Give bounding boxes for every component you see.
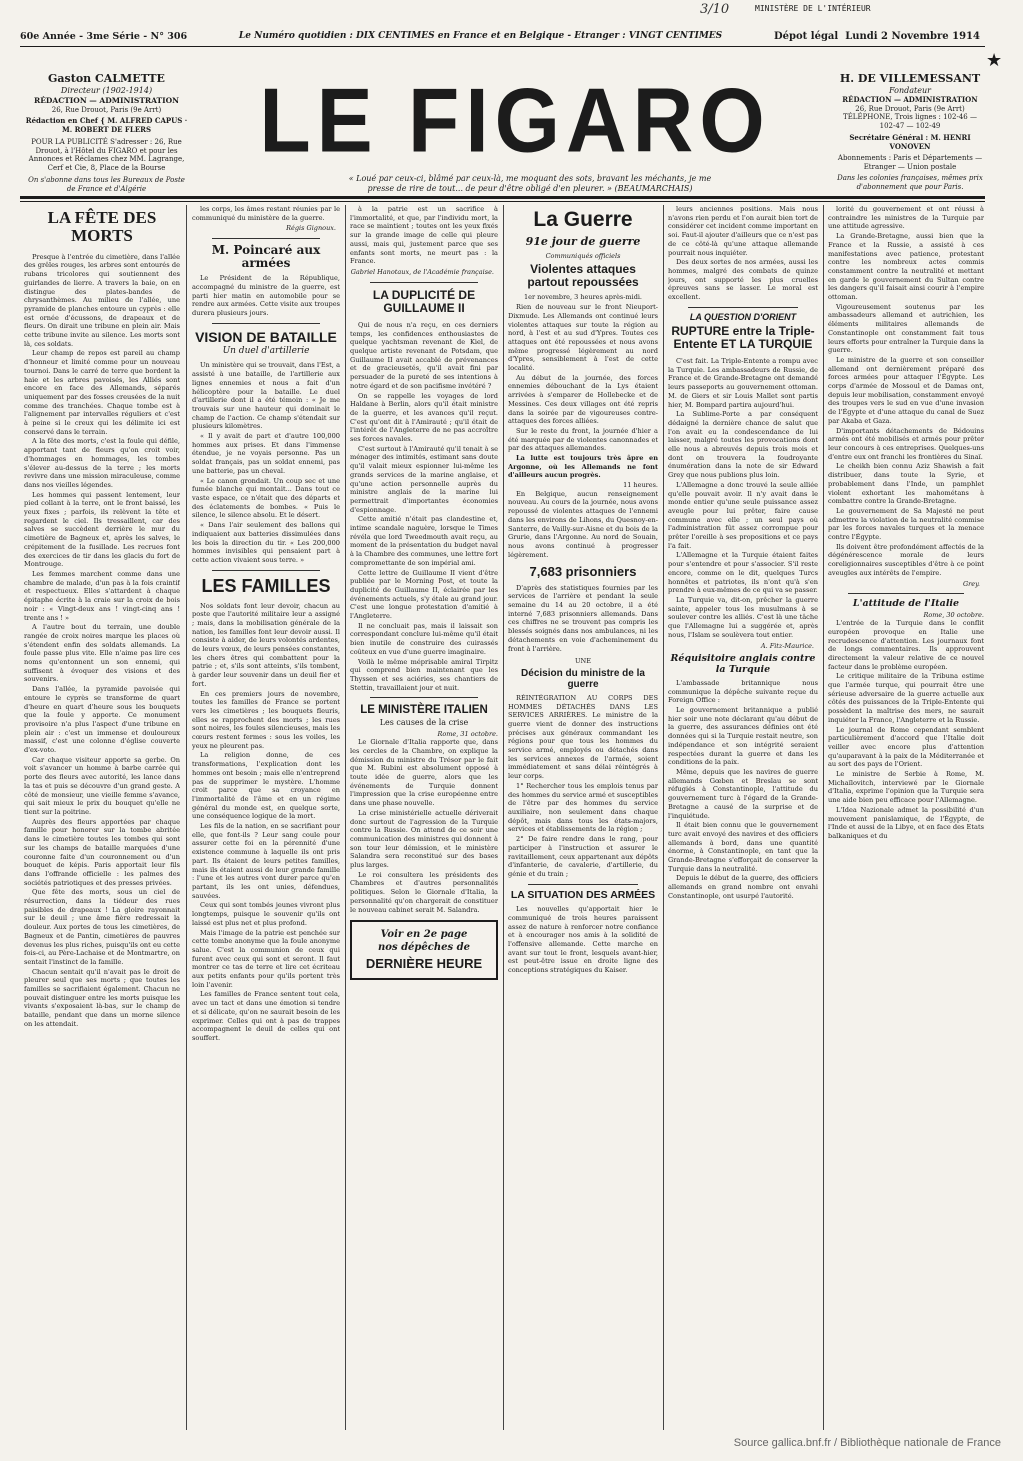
section-heading: L'attitude de l'Italie <box>852 598 960 610</box>
column-4 <box>508 205 658 1430</box>
section-label: LA QUESTION D'ORIENT <box>689 311 797 322</box>
paragraph: L'ambassade britannique nous communique la dépêche suivante reçue du Foreign Office : <box>668 678 818 705</box>
paragraph: Mais l'image de la patrie est penchée sur cette tombe anonyme que la foule anonyme salue. C'est la communion de ceux qui furent avec ceux qui sont et seront. Il faut montrer ce tas de terre et lire cet écriteau aux petits enfants pour qu'ils portent très loin l'avenir. <box>192 928 340 989</box>
box-line: Voir en 2e page <box>380 929 468 941</box>
paragraph: Qui de nous n'a reçu, en ces derniers temps, les confidences enthousiastes de quelque yachtsman revenant de Kiel, de quelque artiste revenant de Potsdam, que Guillaume II avait accablé de prévenances et de gracieusetés, qu'il avait fini par persuader de la pureté de ses intentions à notre égard et de son pacifisme invétéré ? <box>350 320 498 390</box>
signature: Gabriel Hanotaux, de l'Académie française. <box>350 267 494 276</box>
column-6 <box>828 205 984 1430</box>
dateline: Rome, 31 octobre. <box>437 729 498 738</box>
box-line: DERNIÈRE HEURE <box>365 955 483 971</box>
issue-date: Lundi 2 Novembre 1914 <box>845 30 980 42</box>
redaction-label: RÉDACTION — ADMINISTRATION <box>33 95 180 105</box>
paragraph: Au début de la journée, des forces ennemies débouchant de la Lys étaient arrivées à s'emparer de Hollebecke et de Messines. Ces deux villages ont été repris dans la soirée par de vigoureuses contre-attaques des forces alliées. <box>508 373 658 426</box>
paragraph: On se rappelle les voyages de lord Haldane à Berlin, alors qu'il était ministre de la guerre, et les avances qu'il reçut. C'est qu'ont dit à l'Amirauté ; qu'il était de l'intérêt de l'Angleterre de ne pas accroître ses forces navales. <box>350 391 498 444</box>
ministry-stamp: MINISTÈRE DE L'INTÉRIEUR <box>755 4 871 13</box>
paragraph: L'Allemagne a donc trouvé la seule alliée qu'elle pouvait avoir. Il n'y avait dans le monde entier qu'une seule puissance assez aveugle pour lui prêter, faire cause commune avec elle ; un seul pays où l'administration fût assez corrompue pour prêter l'oreille à ses propositions et ce pays l'a fait. <box>668 480 818 550</box>
separator <box>212 238 320 239</box>
paragraph: « Le canon grondait. Un coup sec et une fumée blanche qui montait... Dans tout ce vaste espace, ce n'était que des départs et des éclatements de bombes. « Puis le silence, le silence absolu. Et le désert. <box>192 476 340 520</box>
paragraph: Les familles de France sentent tout cela, avec un tact et dans une émotion si tendre et si délicate, qu'on ne saurait besoin de les exprimer. Celles qui ont à pas de trappes accompagnent le deuil de celles qui ont souffert. <box>192 990 340 1042</box>
paragraph: Les nouvelles qu'apportait hier le communiqué de trois heures paraissent assez de nature à renforcer notre confiance et à encourager nos amis à la solidité de l'offensive allemande. Cette marche en avant sur tout le front, lesquels avant-hier, est peut-être issue en droite ligne des conceptions stratégiques du Kaiser. <box>508 905 658 975</box>
publicity-info: POUR LA PUBLICITÉ S'adresser : 26, Rue Drouot, à l'Hôtel du FIGARO et pour les Annonces et Réclames chez MM. Lagrange, Cerf et Cie, 8, Place de la Bourse <box>28 137 185 172</box>
article-subtitle: Les causes de la crise <box>379 718 469 728</box>
paragraph: RÉINTÉGRATION AU CORPS DES HOMMES DÉTACHÉS DANS LES SERVICES ARRIÈRES. Le ministre de la guerre vient de donner des instructions précises aux généraux commandant les régions pour que tous les hommes du service armé, employés ou détachés dans les services annexes de l'armée, soient immédiatement et sans délai réintégrés à leur corps. <box>508 693 658 781</box>
column-rule <box>503 205 504 1430</box>
paragraph: Des deux sortes de nos armées, aussi les hommes, malgré des combats de quinze jours, ont supporté les plus cruelles épreuves sans se lasser. Le moral est excellent. <box>668 258 818 302</box>
paragraph: Que fête des morts, sous un ciel de résurrection, dans la tiédeur des rues paisibles de drapeaux ! La gloire rayonnait sur le deuil ; une âme fière redressait la douleur. Aux portes de tous les cimetières, de Bagneux et de Pantin, cimetières de pauvres devenus les plus riches, puisqu'ils ont eu cette fois-ci, au Père-Lachaise et de Montmartre, on sentait l'instinct de la famille. <box>24 888 180 966</box>
separator <box>848 593 964 594</box>
section-heading: Décision du ministre de la guerre <box>521 667 645 690</box>
paragraph: Le ministre de Serbie à Rome, M. Michaïlovitch, interviewé par le Giornale d'Italia, exprime l'opinion que la Turquie sera une aide bien peu efficace pour l'Allemagne. <box>828 770 984 805</box>
column-1 <box>24 205 180 1430</box>
separator <box>370 282 478 283</box>
redaction-label: RÉDACTION — ADMINISTRATION <box>842 94 978 104</box>
article-title: LE MINISTÈRE ITALIEN <box>360 704 488 717</box>
article-subtitle: Un duel d'artillerie <box>222 345 310 356</box>
article-title: M. Poincaré aux armées <box>211 242 321 271</box>
last-hour-box <box>350 920 498 980</box>
paragraph: « Il y avait de part et d'autre 100,000 hommes aux prises. Et dans l'immense étendue, je ne voyais personne. Pas un soldat français, pas un soldat ennemi, pas une batterie, pas un cheval. <box>192 432 340 475</box>
section-heading: Violentes attaques partout repoussées <box>527 262 639 290</box>
column-rule <box>663 205 664 1430</box>
separator <box>370 697 478 698</box>
article-title: LA FÊTE DES MORTS <box>47 208 157 245</box>
paragraph: à la patrie est un sacrifice à l'immortalité, et que, par l'individu mort, la race se maintient ; toutes ont les yeux fixés sur la grande image de celle qui pleure aussi, mais qui, justement parce que ses enfants sont morts, ne meurt pas : la France. <box>350 205 498 266</box>
paragraph: Les fils de la nation, en se sacrifiant pour elle, que font-ils ? Leur sang coule pour assurer cette foi en la pérennité d'une existence commune à laquelle ils ont pris part. Ils étaient de leurs petites familles, mais ils étaient aussi de leur grande famille : l'une et les autres vont durer parce qu'en partant, ils les ont unies, défendues, sauvées. <box>192 822 340 900</box>
paragraph: D'importants détachements de Bédouins armés ont été mobilisés et armés pour prêter leur concours à ces entreprises. Quelques-uns d'entre eux ont franchi les frontières du Sinaï. <box>828 426 984 461</box>
paragraph: Car chaque visiteur apporte sa gerbe. On voit s'avancer un homme à barbe carrée qui porte des fleurs avec autorité, les lance dans la tas et puis se découvre d'un grand geste. A côté de monsieur, une vieille femme s'avance, qui sait mieux le prix du bouquet qu'elle ne tient sur la poitrine. <box>24 755 180 816</box>
paragraph: A la fête des morts, c'est la foule qui défile, apportant tant de fleurs qu'on croit voir, d'hommages en hommages, les tombes s'élever au-dessus de la terre ; les morts revivre dans une mission miraculeuse, comme dans nos vieilles légendes. <box>24 437 180 489</box>
paragraph: les corps, les âmes restant réunies par le communiqué du ministère de la guerre. <box>192 205 340 222</box>
paragraph: Dans l'allée, la pyramide pavoisée qui entoure le cyprès se transforme de quart d'heure en quart d'heure sous les bouquets que la foule y apporte. Ce monument provisoire n'a plus l'aspect d'une tribune en plein air : c'est un immense et douloureux massif, c'est une colonne d'église couverte d'ex-voto. <box>24 685 180 755</box>
column-3 <box>350 205 498 1430</box>
date-line <box>774 31 980 42</box>
masthead-rule-thin <box>20 201 985 202</box>
paragraph: Même, depuis que les navires de guerre allemands Gœben et Breslau se sont réfugiés à Constantinople, l'attitude du gouvernement turc à l'égard de la Grande-Bretagne a causé de la surprise et de l'inquiétude. <box>668 767 818 820</box>
separator <box>528 884 638 885</box>
paragraph: L'Idea Nazionale admet la possibilité d'un mouvement panislamique, de l'Égypte, de l'Inde et aussi de la Libye, et en face des Etats balkaniques et du <box>828 805 984 840</box>
article-title: VISION DE BATAILLE <box>195 328 337 345</box>
paragraph: Il était bien connu que le gouvernement turc avait envoyé des navires et des officiers allemands à bord, dans une quantité énorme, à Constantinople, en tant que la Grande-Bretagne s'efforçait de conserver la Turquie dans la neutralité. <box>668 821 818 873</box>
paragraph: La crise ministérielle actuelle dériverait donc surtout de l'agression de la Turquie contre la Russie. On attend de ce soir une communication des ministres qui donnent à son tour leur démission, et le ministère Salandra sera reconstitué sur des bases plus larges. <box>350 808 498 870</box>
address: 26, Rue Drouot, Paris (9e Arrt) <box>51 105 162 114</box>
masthead-left <box>24 72 189 193</box>
paragraph: Chacun sentait qu'il n'avait pas le droit de pleurer seul que ses morts ; que toutes les familles se sacrifiaient également. Chacun ne pouvait distinguer entre les morts puisque les vivants s'exposaient là-bas, sur le champ de bataille, pendant que dans un morne silence on les attendait. <box>24 967 180 1028</box>
subscribe-info: On s'abonne dans tous les Bureaux de Poste de France et d'Algérie <box>28 175 185 193</box>
paragraph: C'est surtout à l'Amirauté qu'il tenait à se ménager des intimités, estimant sans doute qu'il valait mieux espionner lui-même les grands services de la marine anglaise, et qu'une action personnelle auprès du ministre anglais de la marine lui permettrait d'importantes économies d'espionnage. <box>350 444 498 514</box>
paragraph: Un ministère qui se trouvait, dans l'Est, a assisté à une bataille, de l'artillerie aux lignes ennemies et nous a fait d'un hélicoptère pour la bataille. Le duel d'artillerie dont il a été témoin : « Je me trouvais sur une hauteur qui dominait le champ de l'action. Ce champ s'étendait sur plusieurs kilomètres. <box>192 361 340 431</box>
paragraph: Rien de nouveau sur le front Nieuport-Dixmude. Les Allemands ont continué leurs violentes attaques sur toute la région au nord, à l'est et au sud d'Ypres. Toutes ces attaques ont été repoussées et nous avons même progressé légèrement au nord d'Ypres, sensiblement à l'est de cette localité. <box>508 303 658 373</box>
section-heading: Réquisitoire anglais contre la Turquie <box>670 653 816 675</box>
une-label: UNE <box>575 657 591 666</box>
paragraph: Depuis le début de la guerre, des officiers allemands en grand nombre ont envahi Constantinople, ont usurpé l'autorité. <box>668 874 818 900</box>
article-title: LES FAMILLES <box>201 575 331 596</box>
paragraph: La lutte est toujours très âpre en Argonne, où les Allemands ne font d'ailleurs aucun progrès. <box>508 454 658 480</box>
paragraph: C'est fait. La Triple-Entente a rompu avec la Turquie. Les ambassadeurs de Russie, de France et de Grande-Bretagne ont demandé leurs passeports au gouvernement ottoman. M. de Giers et sir Louis Mallet sont partis hier, M. Bompard partira aujourd'hui. <box>668 357 818 409</box>
top-rule <box>20 46 985 47</box>
founder-title: Directeur (1902-1914) <box>60 85 153 95</box>
dateline: Rome, 30 octobre. <box>923 610 984 619</box>
timestamp: 1er novembre, 3 heures après-midi. <box>523 292 643 301</box>
paragraph: Le cheikh bien connu Aziz Shawish a fait distribuer, dans toute la Syrie, et probablement dans l'Inde, un pamphlet violent exhortant les mahométans à combattre contre la Grande-Bretagne. <box>828 462 984 506</box>
secretary: Secrétaire Général : M. HENRI VONOVEN <box>849 132 971 151</box>
paragraph: Presque à l'entrée du cimetière, dans l'allée des grêles rouges, les arbres sont entourés de rubans tricolores qui soutiennent des guirlandes de lierre. A travers la baie, on en distingue des plates-bandes de chrysanthèmes. Au milieu de l'allée, une pyramide de planches entoure un cyprès : elle est ornée d'écussons, de drapeaux et de fleurs. On dirait une tribune en plein air. Mais cette tribune invite au silence. Les morts sont là, ces soldats. <box>24 252 180 348</box>
section-heading: LA SITUATION DES ARMÉES <box>510 888 656 901</box>
price-line: Le Numéro quotidien : DIX CENTIMES en France et en Belgique - Etranger : VINGT CENTIMES <box>238 31 723 41</box>
paragraph: L'Allemagne et la Turquie étaient faites pour s'entendre et pour s'associer. S'il reste encore, comme on le dit, quelques Turcs honnêtes et patriotes, ils n'ont qu'à s'en prendre à eux-mêmes de ce qui va se passer. <box>668 551 818 595</box>
separator <box>212 323 320 324</box>
founder-name: Gaston CALMETTE <box>48 72 165 85</box>
paragraph: « Dans l'air seulement des ballons qui indiquaient aux batteries dissimulées dans les bois la direction du tir. « Les 200,000 hommes invisibles qui pensaient part à cette action vivaient sous terre. » <box>192 521 340 564</box>
paragraph: 2° De faire rendre dans le rang, pour participer à l'instruction et assurer le ravitaillement, ceux appartenant aux dépôts d'infanterie, de cavalerie, d'artillerie, du génie et du train ; <box>508 835 658 878</box>
paragraph: A l'autre bout du terrain, une double rangée de croix noires marque les places où s'étendent enfin des soldats allemands. La foule passe plus vite. Elle n'aime pas lire ces noms qu'entonnent un son ennemi, qui suffisent à évoquer des visions et des souvenirs. <box>24 623 180 684</box>
paragraph: La Sublime-Porte a par conséquent dédaigné la dernière chance de salut que l'on avait eu la condescendance de lui laisser, malgré toutes les provocations dont elle nous a abreuvés depuis trois mois et dont on trouvera la foudroyante énumération dans la note de sir Edward Grey que nous publions plus loin. <box>668 410 818 480</box>
chief-editors: Rédaction en Chef { M. ALFRED CAPUS · M. ROBERT DE FLERS <box>25 116 188 134</box>
paragraph: Cette amitié n'était pas clandestine et, intime scandale naguère, lorsque le Times révéla que lord Tweedmouth avait reçu, au moment de la présentation du budget naval à la Chambre des communes, une lettre fort compromettante de son impérial ami. <box>350 515 498 567</box>
column-rule <box>823 205 824 1430</box>
motto: « Loué par ceux-ci, blâmé par ceux-là, me moquant des sots, bravant les méchants, je me presse de rire de tout... de peur d'être obligé d'en pleurer. » (BEAUMARCHAIS) <box>348 174 712 194</box>
paragraph: Le journal de Rome cependant semblent particulièrement d'accord que l'Italie doit veiller avec encore plus d'attention qu'auparavant à la paix de la Méditerranée et au sort des pays de l'Orient. <box>828 725 984 769</box>
handwritten-note: 3/10 <box>700 2 730 17</box>
paragraph: La Turquie va, dit-on, prêcher la guerre sainte, appeler tous les musulmans à se soulever contre les alliés. C'est là une tâche que l'Allemagne lui a suggérée et, après nous, l'Islam se soulèvera tout entier. <box>668 595 818 639</box>
paragraph: Voilà le même méprisable amiral Tirpitz qui comprend bien maintenant que les Thyssen et ses aciéries, ses chantiers de Stettin, travaillaient jour et nuit. <box>350 657 498 692</box>
column-rule <box>345 205 346 1430</box>
founder-title: Fondateur <box>889 85 931 95</box>
paragraph: Le Président de la République, accompagné du ministre de la guerre, est parti hier matin en automobile pour se rendre aux armées. Cette visite aux troupes durera plusieurs jours. <box>192 274 340 318</box>
newspaper-logo: LE FIGARO <box>259 69 771 171</box>
communiques-label: Communiqués officiels <box>545 251 621 260</box>
depot-legal: Dépot légal <box>773 30 839 42</box>
paragraph: En Belgique, aucun renseignement nouveau. Au cours de la journée, nous avons repoussé de violentes attaques de l'ennemi dans les environs de Lihons, du Quesnoy-en-Santerre, de Vailly-sur-Aisne et du bois de la Grurie, dans l'Argonne. Au nord de Souain, nous avons continué à progresser légèrement. <box>508 489 658 559</box>
signature: A. Fitz-Maurice. <box>760 641 814 650</box>
edition-number: 60e Année - 3me Série - N° 306 <box>20 30 188 42</box>
paragraph: Le gouvernement de Sa Majesté ne peut admettre la violation de la neutralité commise par les forces navales turques et la menace contre l'Égypte. <box>828 506 984 542</box>
paragraph: leurs anciennes positions. Mais nous n'avons rien perdu et l'on aurait bien tort de considérer cet incident comme important en soi. Faut-il ajouter d'ailleurs que ce n'est pas de ce côté-là qu'une attaque allemande pourrait nous inquiéter. <box>668 205 818 257</box>
paragraph: En ces premiers jours de novembre, toutes les familles de France se portent vers les cimetières ; les bouquets fleuris, elles se rapprochent des morts ; les rues sont noires, les foules silencieuses, mais les cœurs restent fermes : sous les voiles, les yeux ne pleurent pas. <box>192 689 340 750</box>
paragraph: Le critique militaire de la Tribuna estime que l'armée turque, qui pourrait être une sérieuse adversaire de la guerre actuelle aux côtés des puissances de la Triple-Entente qui possèdent la maîtrise des mers, ne saurait inquiéter la France, l'Angleterre et la Russie. <box>828 672 984 724</box>
signature: Régis Gignoux. <box>286 224 336 233</box>
top-info-line <box>20 28 980 44</box>
paragraph: Leur champ de repos est pareil au champ d'honneur et limité comme pour un nouveau tournoi. Dans le carré de terre que bordent la haie et les arbres pavoisés, les Alliés sont encore en face des Allemands, séparés uniquement par des fosses creusées de la nuit comme des tranchées. Chaque tombe est à l'alignement par intervalles réguliers et c'est à peine si le creux qui les délimite ici est conservé dans le terrain. <box>24 349 180 436</box>
colonies-note: Dans les colonies françaises, mêmes prix d'abonnement que pour Paris. <box>837 173 983 191</box>
paragraph: Le gouvernement britannique a publié hier soir une note déclarant qu'au début de la guerre, des assurances définies ont été données qui si la Turquie restait neutre, son indépendance et son intégrité seraient respectées durant la guerre et dans les conditions de la paix. <box>668 706 818 767</box>
paragraph: Ils doivent être profondément affectés de la dégénérescence morale de leurs coreligionnaires susceptibles d'être à ce point aveugles aux intérêts de l'empire. <box>828 542 984 577</box>
separator <box>688 307 798 308</box>
section-heading: 7,683 prisonniers <box>529 564 637 580</box>
paragraph: Nos soldats font leur devoir, chacun au poste que l'autorité militaire leur a assigné ; mais, dans la mobilisation générale de la nation, les familles font leur devoir aussi. Il consiste à aider, de leurs volontés ardentes, de leurs vœux, de leurs pensées constantes, les chers êtres qui combattent pour la patrie ; et, s'ils sont atteints, s'ils tombent, à garder leur souvenir dans un deuil fier et fort. <box>192 601 340 688</box>
address: 26, Rue Drouot, Paris (9e Arrt) <box>855 104 965 113</box>
paragraph: Sur le reste du front, la journée d'hier a été marquée par de violentes canonnades et par des attaques allemandes. <box>508 426 658 453</box>
subscription-rates: Abonnements : Paris et Départements — Etranger — Union postale <box>837 154 983 171</box>
paragraph: Cette lettre de Guillaume II vient d'être publiée par le Morning Post, et toute la duplicité de Guillaume II, éclairée par les événements actuels, s'y étale au grand jour. C'est une longue protestation d'amitié à l'Angleterre. <box>350 568 498 621</box>
column-rule <box>186 205 187 1430</box>
paragraph: Auprès des fleurs apportées par chaque famille pour honorer sur la tombe abritée dans le cimetière toutes les tombes qui sont sur les champs de bataille marquées d'une couronne faite d'un couronnement ou d'un bouquet de képis. Paris apportait leur fils dans l'offrande officielle : les palmes des sociétés patriotiques et des presses privées. <box>24 817 180 887</box>
paragraph: Le ministre de la guerre et son conseiller allemand ont dernièrement préparé des forces armées pour attaquer l'Égypte. Les corps d'armée de Mossoul et de Damas ont, depuis leur mobilisation, constamment envoyé des troupes vers le sud en vue d'une invasion de l'Égypte et d'une attaque du canal de Suez par Akaba et Gaza. <box>828 355 984 425</box>
paragraph: Ceux qui sont tombés jeunes vivront plus longtemps, puisque le souvenir qu'ils ont laissé est plus net et plus profond. <box>192 901 340 927</box>
paragraph: La Grande-Bretagne, aussi bien que la France et la Russie, a assisté à ces manifestations avec patience, protestant contre les nombreux actes commis constamment contre la neutralité et mettant en garde le gouvernement du Sultan contre les dangers qu'il faisait ainsi courir à l'empire ottoman. <box>828 232 984 302</box>
paragraph: 1° Rechercher tous les emplois tenus par des hommes du service armé et susceptibles de l'être par des hommes du service auxiliaire, non seulement dans chaque dépôt, mais dans tous les états-majors, services et établissements de la région ; <box>508 781 658 834</box>
paragraph: Les femmes marchent comme dans une chambre de malade, d'un pas à la fois craintif et respectueux. Elles s'attardent à chaque épitaphe écrite à la craie sur la croix de bois noir : « Vingt-deux ans ! vingt-cinq ans ! trente ans ! » <box>24 570 180 622</box>
timestamp: 11 heures. <box>623 481 658 490</box>
column-5 <box>668 205 818 1430</box>
article-title: La Guerre <box>533 208 633 231</box>
signature: Grey. <box>962 579 980 588</box>
paragraph: La religion donne, de ces transformations, l'explication dont les hommes ont besoin ; mais elle n'entreprend pas de supprimer le mystère. L'homme croit parce que sa croyance en l'immortalité de l'âme et en un régime général du monde est, en quelque sorte, une conséquence logique de la mort. <box>192 751 340 821</box>
article-title: RUPTURE entre la Triple-Entente ET LA TURQUIE <box>671 323 815 351</box>
column-2 <box>192 205 340 1430</box>
separator <box>212 570 320 571</box>
paragraph: L'entrée de la Turquie dans le conflit européen provoque en Italie une recrudescence d'attention. Les journaux font de longs commentaires. Ils approuvent directement la valeur relative de ce nouvel facteur dans le problème européen. <box>828 619 984 671</box>
source-credit: Source gallica.bnf.fr / Bibliothèque nationale de France <box>733 1437 1001 1449</box>
article-title: LA DUPLICITÉ DE GUILLAUME II <box>372 287 476 315</box>
paragraph: Le roi consultera les présidents des Chambres et d'autres personnalités politiques. Selon le Giornale d'Italia, la personnalité qu'on chargerait de constituer le nouveau cabinet serait M. Salandra. <box>350 870 498 914</box>
box-line: nos dépêches de <box>378 942 470 954</box>
phone: TÉLÉPHONE, Trois lignes : 102-46 — 102-47 — 102-49 <box>843 113 977 130</box>
paragraph: D'après des statistiques fournies par les services de l'arrière et pendant la seule semaine du 14 au 20 octobre, il a été interné 7,683 prisonniers allemands. Dans ces chiffres ne se trouvent pas compris les blessés soignés dans nos ambulances, ni les détachements en voie d'acheminement du front à l'arrière. <box>508 583 658 653</box>
paragraph: Les hommes qui passent lentement, leur pied collant à la terre, ont le front baissé, les yeux fixes ; parfois, ils relèvent la tête et regardent le ciel. Ils tressaillent, car des salves se succèdent derrière le mur du cimetière de Bagneux et, après les salves, le crépitement de la fusillade. Les recrues font des exercices de tir dans les glacis du fort de Montrouge. <box>24 490 180 569</box>
founder-name: H. DE VILLEMESSANT <box>839 72 981 85</box>
masthead-rule <box>20 196 985 199</box>
paragraph: lorité du gouvernement et ont réussi à contraindre les ministres de la Turquie par une attitude agressive. <box>828 205 984 231</box>
paragraph: Il ne concluait pas, mais il laissait son correspondant conclure lui-même qu'il était bien inutile de construire des cuirassés coûteux en vue d'une guerre imaginaire. <box>350 621 498 656</box>
article-subtitle: 91e jour de guerre <box>525 235 641 249</box>
masthead-right <box>835 72 985 191</box>
star-icon: ★ <box>986 50 1003 71</box>
paragraph: Le Giornale d'Italia rapporte que, dans les cercles de la Chambre, on explique la démission du ministre du Trésor par le fait que M. Rubini est absolument opposé à toute idée de guerre, alors que les événements de Turquie donnent l'impression que la crise européenne entre dans une phase nouvelle. <box>350 738 498 808</box>
paragraph: Vigoureusement soutenus par les ambassadeurs allemand et autrichien, les éléments militaires allemands de Constantinople ont constamment fait tous leurs efforts pour entraîner la Turquie dans la guerre. <box>828 302 984 355</box>
